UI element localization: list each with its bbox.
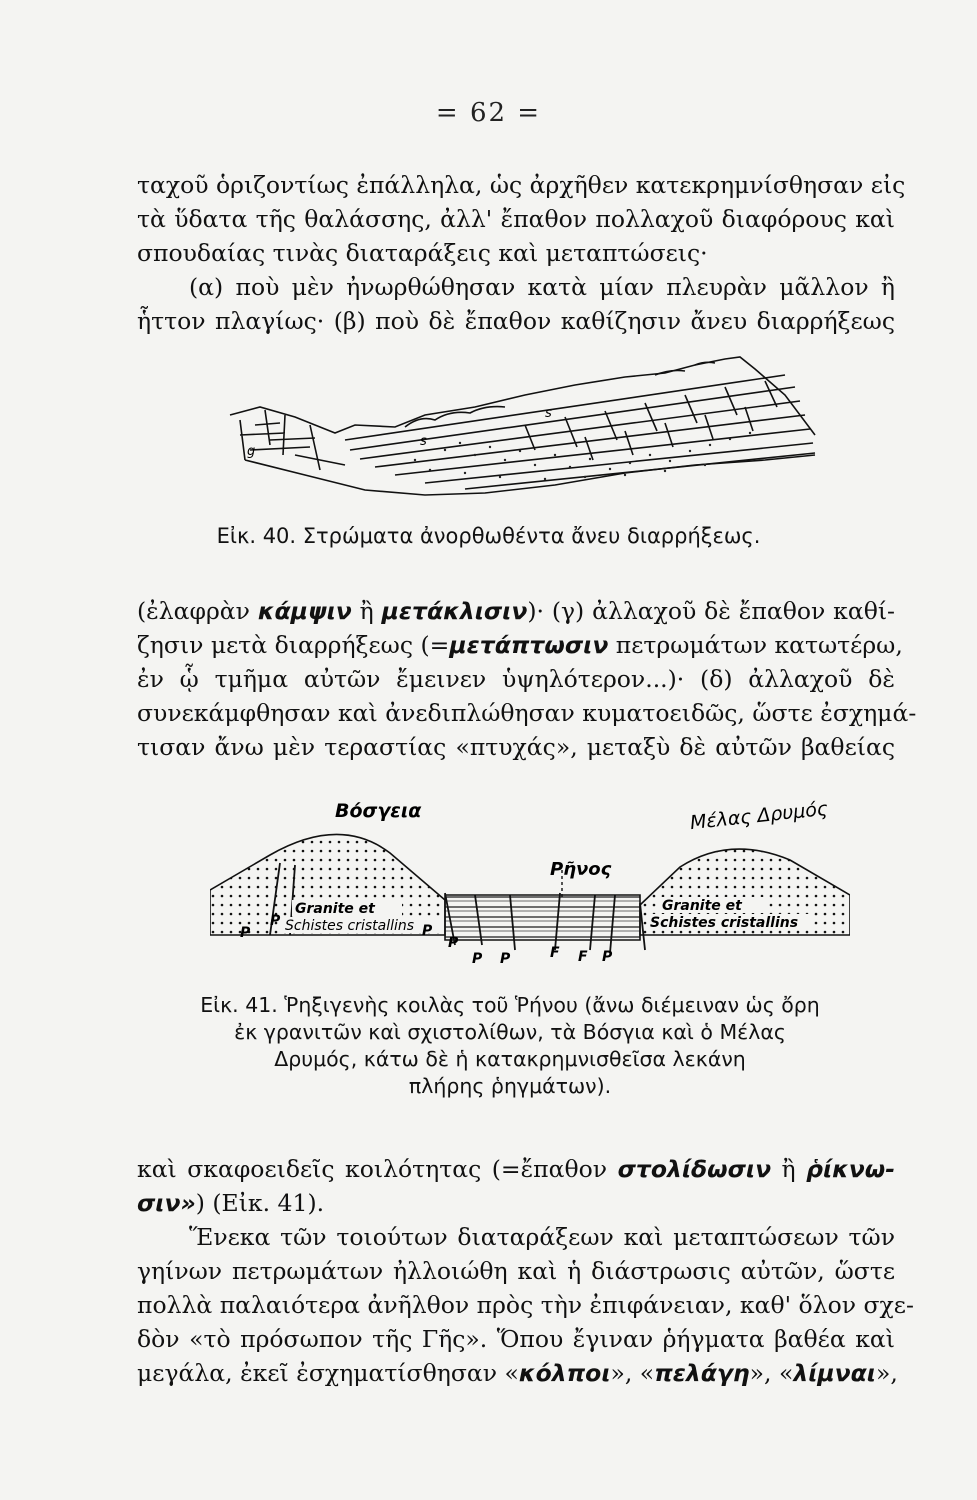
paragraph-3 — [137, 1152, 895, 1220]
label-vosges: Βόσγεια — [335, 800, 422, 822]
paragraph-2 — [137, 594, 917, 764]
text-line — [137, 1152, 895, 1186]
text-run: », « — [749, 1359, 794, 1387]
label-rhine: Ρῆνος — [550, 859, 612, 880]
text-run: ἢ — [771, 1155, 807, 1183]
label-granite-left: Granite et — [295, 901, 375, 917]
text-line: συνεκάμφθησαν καὶ ἀνεδιπλώθησαν κυματοειδῶς, ὥστε ἐσχημά- — [137, 699, 917, 727]
text-line: τὰ ὕδατα τῆς θαλάσσης, ἀλλ' ἔπαθον πολλαχοῦ διαφόρους καὶ — [137, 205, 895, 233]
fault-mark: F — [578, 949, 588, 965]
text-line — [137, 594, 895, 628]
text-line: ἧττον πλαγίως· (β) ποὺ δὲ ἔπαθον καθίζησιν ἄνευ διαρρήξεως — [137, 307, 895, 335]
page-number: = 62 = — [435, 98, 542, 128]
text-run: (ἐλαφρὰν — [137, 597, 258, 625]
figure-40-caption: Εἰκ. 40. Στρώματα ἀνορθωθέντα ἄνευ διαρρήξεως. — [216, 524, 761, 548]
text-run: ) (Εἰκ. 41). — [195, 1189, 325, 1217]
text-line — [137, 1186, 895, 1220]
fault-mark: P — [270, 913, 281, 929]
caption-line: ἐκ γρανιτῶν καὶ σχιστολίθων, τὰ Βόσγια καὶ ὁ Μέλας — [234, 1020, 786, 1044]
fault-mark: F — [550, 945, 560, 961]
text-line: σπουδαίας τινὰς διαταράξεις καὶ μεταπτώσεις· — [137, 239, 708, 267]
caption-line: Δρυμός, κάτω δὲ ἡ κατακρημνισθεῖσα λεκάνη — [274, 1047, 746, 1071]
strata-label: s — [545, 406, 552, 421]
text-run: μεγάλα, ἐκεῖ ἐσχηματίσθησαν « — [137, 1359, 519, 1387]
emphasis-term: σιν» — [137, 1189, 196, 1217]
figure-41-rhine-valley-illustration — [210, 785, 850, 985]
text-line: γηίνων πετρωμάτων ἠλλοιώθη καὶ ἡ διάστρωσις αὐτῶν, ὥστε — [137, 1257, 895, 1285]
text-line: (α) ποὺ μὲν ἠνωρθώθησαν κατὰ μίαν πλευρὰν μᾶλλον ἢ — [189, 273, 895, 301]
emphasis-term: στολίδωσιν — [617, 1155, 772, 1183]
text-line: Ἕνεκα τῶν τοιούτων διαταράξεων καὶ μεταπτώσεων τῶν — [189, 1223, 895, 1251]
caption-line: πλήρης ῥηγμάτων). — [408, 1074, 612, 1098]
text-run: καὶ σκαφοειδεῖς κοιλότητας (=ἔπαθον — [137, 1155, 618, 1183]
label-granite-right: Granite et — [662, 898, 742, 914]
emphasis-term: πελάγη — [654, 1359, 750, 1387]
label-black-forest: Μέλας Δρυμός — [688, 797, 830, 835]
paragraph-4 — [137, 1220, 914, 1390]
text-run: )· (γ) ἀλλαχοῦ δὲ ἔπαθον καθί- — [527, 597, 896, 625]
emphasis-term: κάμψιν — [257, 597, 352, 625]
emphasis-term: μετάπτωσιν — [449, 631, 609, 659]
strata-label: s — [420, 434, 427, 449]
text-line: πολλὰ παλαιότερα ἀνῆλθον πρὸς τὴν ἐπιφάνειαν, καθ' ὅλον σχε- — [137, 1291, 914, 1319]
fault-mark: P — [448, 935, 459, 951]
caption-line: Εἰκ. 41. Ῥηξιγενὴς κοιλὰς τοῦ Ῥήνου (ἄνω διέμειναν ὡς ὄρη — [200, 993, 820, 1017]
label-schistes-left: Schistes cristallins — [285, 918, 415, 934]
fault-mark: P — [472, 951, 483, 967]
text-line: δὸν «τὸ πρόσωπον τῆς Γῆς». Ὅπου ἔγιναν ῥήγματα βαθέα καὶ — [137, 1325, 895, 1353]
text-line: ταχοῦ ὁριζοντίως ἐπάλληλα, ὡς ἀρχῆθεν κατεκρημνίσθησαν εἰς — [137, 171, 906, 199]
emphasis-term: κόλποι — [518, 1359, 611, 1387]
label-schistes-right: Schistes cristallins — [650, 915, 799, 931]
paragraph-1 — [137, 168, 906, 338]
text-run: ζησιν μετὰ διαρρήξεως (= — [137, 631, 450, 659]
strata-label: g — [247, 444, 256, 459]
text-run: », — [875, 1359, 898, 1387]
text-line: ἐν ᾧ τμῆμα αὐτῶν ἔμεινεν ὑψηλότερον...)· (δ) ἀλλαχοῦ δὲ — [137, 665, 895, 693]
emphasis-term: λίμναι — [793, 1359, 876, 1387]
emphasis-term: ῥίκνω- — [806, 1155, 895, 1183]
text-line — [137, 628, 903, 662]
fault-mark: P — [240, 925, 251, 941]
text-run: », « — [610, 1359, 655, 1387]
text-run: ἢ — [351, 597, 382, 625]
text-line — [137, 1356, 898, 1390]
figure-41-caption — [190, 992, 830, 1100]
fault-mark: P — [422, 923, 433, 939]
fault-mark: P — [602, 949, 613, 965]
figure-40-strata-illustration — [225, 355, 820, 510]
emphasis-term: μετάκλισιν — [381, 597, 528, 625]
text-run: πετρωμάτων κατωτέρω, — [608, 631, 903, 659]
text-line: τισαν ἄνω μὲν τεραστίας «πτυχάς», μεταξὺ δὲ αὐτῶν βαθείας — [137, 733, 895, 761]
fault-mark: P — [500, 951, 511, 967]
